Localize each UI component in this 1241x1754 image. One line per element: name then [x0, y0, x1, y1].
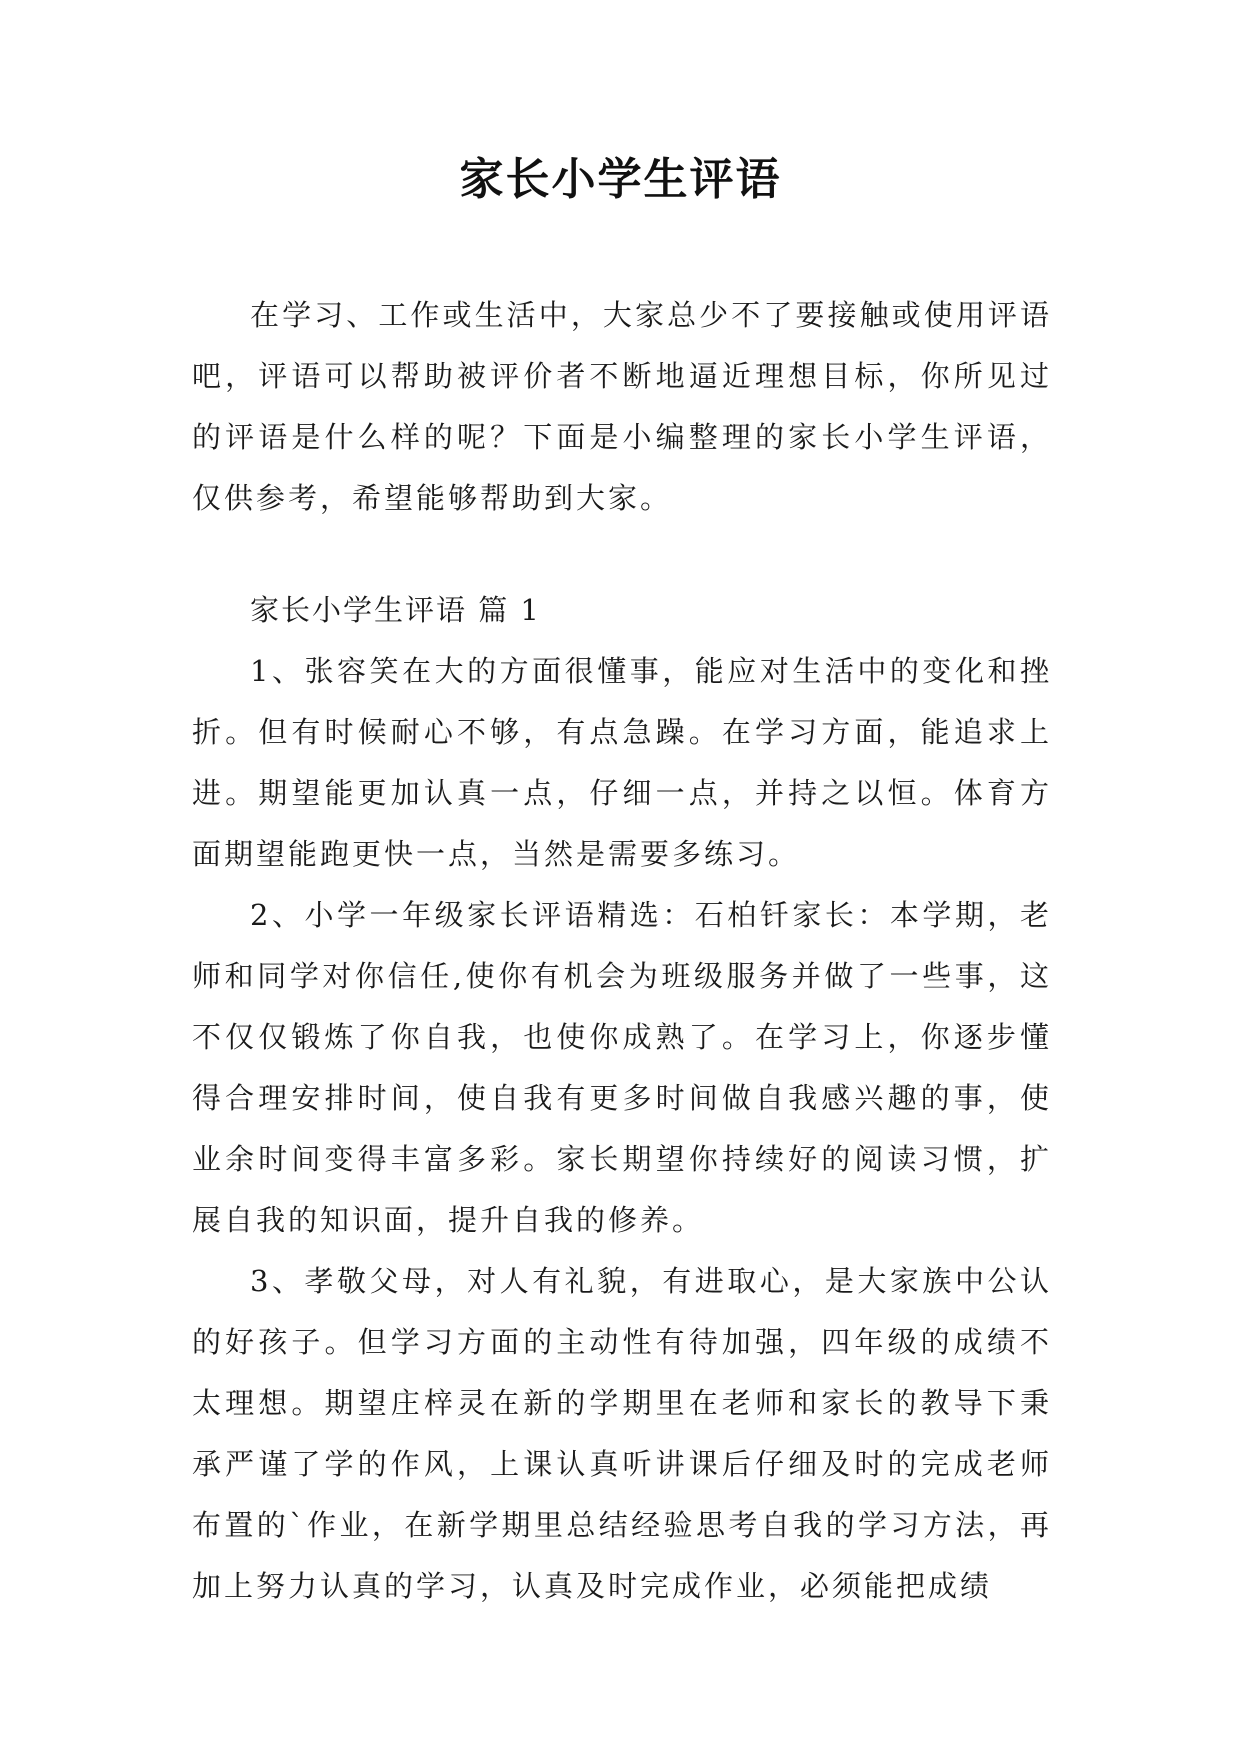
document-body — [192, 285, 1052, 1617]
comment-paragraph-1: 1、张容笑在大的方面很懂事，能应对生活中的变化和挫折。但有时候耐心不够，有点急躁。在学习方面，能追求上进。期望能更加认真一点，仔细一点，并持之以恒。体育方面期望能跑更快一点，当然是需要多练习。 — [192, 654, 1052, 871]
intro-paragraph: 在学习、工作或生活中，大家总少不了要接触或使用评语吧，评语可以帮助被评价者不断地逼近理想目标，你所见过的评语是什么样的呢？下面是小编整理的家长小学生评语，仅供参考，希望能够帮助到大家。 — [192, 298, 1052, 515]
comment-paragraph-2: 2、小学一年级家长评语精选：石柏钎家长：本学期，老师和同学对你信任,使你有机会为班级服务并做了一些事，这不仅仅锻炼了你自我，也使你成熟了。在学习上，你逐步懂得合理安排时间，使自我有更多时间做自我感兴趣的事，使业余时间变得丰富多彩。家长期望你持续好的阅读习惯，扩展自我的知识面，提升自我的修养。 — [192, 898, 1052, 1237]
comment-paragraph-3: 3、孝敬父母，对人有礼貌，有进取心，是大家族中公认的好孩子。但学习方面的主动性有待加强，四年级的成绩不太理想。期望庄梓灵在新的学期里在老师和家长的教导下秉承严谨了学的作风，上课认真听讲课后仔细及时的完成老师布置的`作业，在新学期里总结经验思考自我的学习方法，再加上努力认真的学习，认真及时完成作业，必须能把成绩 — [192, 1264, 1052, 1603]
section-heading: 家长小学生评语 篇 1 — [250, 593, 541, 627]
document-title: 家长小学生评语 — [459, 154, 782, 205]
